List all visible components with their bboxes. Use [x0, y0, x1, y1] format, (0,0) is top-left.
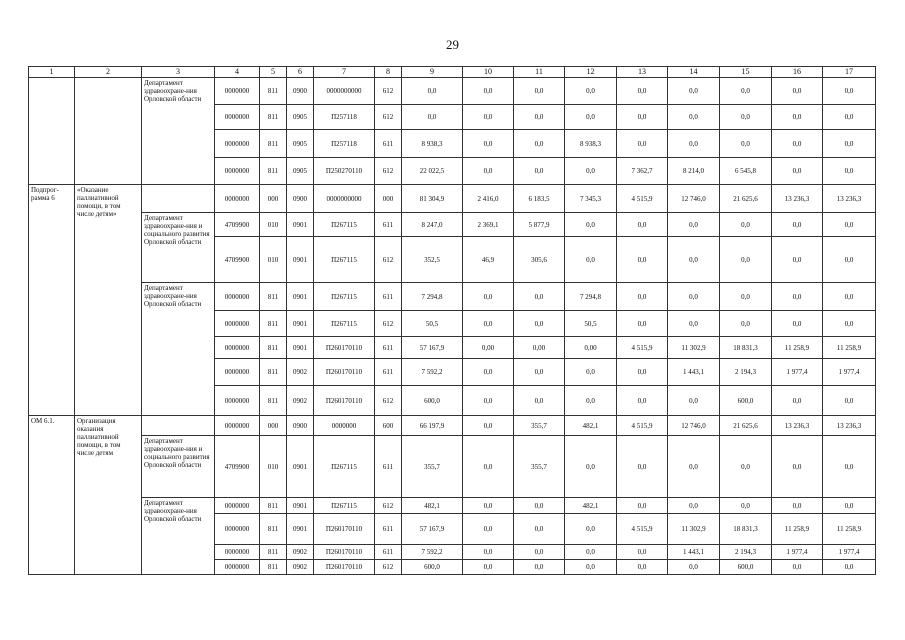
value-cell: П260170110 — [314, 337, 375, 359]
value-cell: 355,7 — [402, 436, 463, 498]
value-cell: 0,0 — [668, 498, 720, 514]
value-cell: 21 625,6 — [720, 185, 772, 213]
value-cell: 7 294,8 — [402, 283, 463, 311]
value-cell: 0901 — [287, 498, 314, 514]
value-cell: 21 625,6 — [720, 416, 772, 436]
value-cell: 811 — [260, 560, 287, 575]
value-cell: 4 515,9 — [617, 185, 668, 213]
table-row — [29, 498, 876, 514]
value-cell: 0901 — [287, 514, 314, 545]
value-cell: П257118 — [314, 130, 375, 158]
program-code-cell: ОМ 6.1. — [29, 416, 75, 575]
value-cell: 66 197,9 — [402, 416, 463, 436]
column-number-header: 3 — [142, 67, 215, 78]
value-cell: 0,0 — [668, 436, 720, 498]
value-cell: 0,0 — [823, 498, 876, 514]
column-number-header: 8 — [375, 67, 402, 78]
value-cell: 5 877,9 — [514, 213, 565, 237]
value-cell: 0905 — [287, 105, 314, 130]
value-cell: 0,0 — [402, 105, 463, 130]
value-cell: 0905 — [287, 158, 314, 185]
value-cell: 355,7 — [514, 436, 565, 498]
value-cell: 0,0 — [772, 105, 823, 130]
value-cell: 46,9 — [463, 237, 514, 283]
value-cell: 0,0 — [617, 311, 668, 337]
value-cell: 0,0 — [772, 311, 823, 337]
value-cell: 0,0 — [823, 130, 876, 158]
value-cell: 6 545,8 — [720, 158, 772, 185]
value-cell: 0,0 — [565, 436, 617, 498]
value-cell: 600,0 — [402, 560, 463, 575]
value-cell: 0000000 — [215, 311, 260, 337]
value-cell: 0000000 — [215, 386, 260, 416]
column-number-header: 7 — [314, 67, 375, 78]
column-number-header: 1 — [29, 67, 75, 78]
value-cell: 811 — [260, 158, 287, 185]
value-cell: 0,0 — [514, 158, 565, 185]
value-cell: 4 515,9 — [617, 337, 668, 359]
value-cell: 0,0 — [565, 514, 617, 545]
value-cell: 0,0 — [617, 130, 668, 158]
value-cell: 0,0 — [463, 311, 514, 337]
table-row — [29, 78, 876, 105]
value-cell: 0,0 — [463, 545, 514, 560]
value-cell: 13 236,3 — [823, 416, 876, 436]
value-cell: 57 167,9 — [402, 337, 463, 359]
value-cell: 8 938,3 — [565, 130, 617, 158]
value-cell: 11 302,9 — [668, 514, 720, 545]
value-cell: 0,0 — [617, 105, 668, 130]
value-cell: 22 022,5 — [402, 158, 463, 185]
value-cell: 0,0 — [463, 105, 514, 130]
value-cell: 611 — [375, 283, 402, 311]
value-cell: 0900 — [287, 416, 314, 436]
value-cell: П260170110 — [314, 359, 375, 386]
column-number-header: 4 — [215, 67, 260, 78]
value-cell: 482,1 — [565, 416, 617, 436]
value-cell: 0,0 — [823, 78, 876, 105]
value-cell: 0,0 — [668, 237, 720, 283]
value-cell: 4709900 — [215, 213, 260, 237]
value-cell: 0902 — [287, 545, 314, 560]
value-cell: 811 — [260, 78, 287, 105]
value-cell: 7 362,7 — [617, 158, 668, 185]
value-cell: 0,0 — [463, 416, 514, 436]
column-number-header: 14 — [668, 67, 720, 78]
value-cell: 0,0 — [720, 213, 772, 237]
value-cell: 0,0 — [402, 78, 463, 105]
value-cell: 0,0 — [668, 78, 720, 105]
value-cell: 0902 — [287, 359, 314, 386]
value-cell: 1 977,4 — [772, 359, 823, 386]
value-cell: 0,00 — [565, 337, 617, 359]
value-cell: П250270110 — [314, 158, 375, 185]
value-cell: 811 — [260, 283, 287, 311]
executor-cell: Департамент здравоохране-ния Орловской области — [142, 283, 215, 416]
executor-cell: Департамент здравоохране-ния Орловской области — [142, 78, 215, 185]
column-number-header: 5 — [260, 67, 287, 78]
column-number-header: 13 — [617, 67, 668, 78]
value-cell: 0901 — [287, 213, 314, 237]
value-cell: П260170110 — [314, 386, 375, 416]
value-cell: 811 — [260, 359, 287, 386]
value-cell: 0,0 — [617, 436, 668, 498]
value-cell: 0,0 — [565, 213, 617, 237]
value-cell: 0901 — [287, 337, 314, 359]
column-number-header: 11 — [514, 67, 565, 78]
value-cell: 13 236,3 — [772, 416, 823, 436]
value-cell: 0,0 — [565, 78, 617, 105]
value-cell: 811 — [260, 130, 287, 158]
value-cell: 0,0 — [514, 514, 565, 545]
value-cell: 611 — [375, 337, 402, 359]
value-cell: 0,0 — [772, 436, 823, 498]
value-cell: 0901 — [287, 311, 314, 337]
value-cell: П260170110 — [314, 545, 375, 560]
value-cell: П267115 — [314, 311, 375, 337]
column-number-header: 6 — [287, 67, 314, 78]
value-cell: П267115 — [314, 436, 375, 498]
value-cell: 4 515,9 — [617, 514, 668, 545]
value-cell: 0905 — [287, 130, 314, 158]
value-cell: 0,0 — [514, 386, 565, 416]
value-cell: 0,0 — [514, 311, 565, 337]
value-cell: 611 — [375, 213, 402, 237]
value-cell: 0000000 — [215, 359, 260, 386]
value-cell: 612 — [375, 386, 402, 416]
value-cell: 0000000 — [215, 105, 260, 130]
value-cell: 0,0 — [514, 498, 565, 514]
value-cell: 1 977,4 — [823, 545, 876, 560]
value-cell: 1 443,1 — [668, 359, 720, 386]
value-cell: 0,0 — [617, 498, 668, 514]
column-number-header: 16 — [772, 67, 823, 78]
value-cell: 611 — [375, 514, 402, 545]
value-cell: 355,7 — [514, 416, 565, 436]
value-cell: 0,0 — [668, 105, 720, 130]
value-cell: 8 214,0 — [668, 158, 720, 185]
value-cell: 600 — [375, 416, 402, 436]
value-cell: 0000000 — [215, 498, 260, 514]
value-cell: 0,0 — [823, 105, 876, 130]
executor-cell — [142, 416, 215, 436]
value-cell: 305,6 — [514, 237, 565, 283]
value-cell: 0,0 — [565, 237, 617, 283]
value-cell: 0900 — [287, 185, 314, 213]
value-cell: 010 — [260, 436, 287, 498]
value-cell: 0,0 — [617, 359, 668, 386]
page-number: 29 — [446, 37, 459, 52]
executor-cell: Департамент здравоохране-ния и социального развития Орловской области — [142, 213, 215, 283]
value-cell: 611 — [375, 130, 402, 158]
value-cell: 0000000000 — [314, 185, 375, 213]
value-cell: 0000000 — [215, 78, 260, 105]
value-cell: 000 — [260, 416, 287, 436]
value-cell: 2 194,3 — [720, 359, 772, 386]
value-cell: 482,1 — [565, 498, 617, 514]
value-cell: 0,0 — [720, 498, 772, 514]
value-cell: 0,0 — [565, 105, 617, 130]
value-cell: 0,0 — [514, 105, 565, 130]
value-cell: 18 831,3 — [720, 337, 772, 359]
value-cell: 0901 — [287, 436, 314, 498]
value-cell: 0,0 — [463, 498, 514, 514]
value-cell: 0,0 — [617, 237, 668, 283]
value-cell: 0,0 — [514, 130, 565, 158]
table-row — [29, 185, 876, 213]
value-cell: 611 — [375, 545, 402, 560]
table-row — [29, 283, 876, 311]
value-cell: 0,0 — [514, 545, 565, 560]
value-cell: 010 — [260, 237, 287, 283]
value-cell: 12 746,0 — [668, 185, 720, 213]
value-cell: 0,0 — [565, 359, 617, 386]
value-cell: 0,0 — [617, 386, 668, 416]
value-cell: 7 345,3 — [565, 185, 617, 213]
value-cell: 612 — [375, 78, 402, 105]
value-cell: 612 — [375, 560, 402, 575]
value-cell: 50,5 — [565, 311, 617, 337]
value-cell: 0,0 — [720, 436, 772, 498]
value-cell: П267115 — [314, 283, 375, 311]
value-cell: 0,0 — [772, 130, 823, 158]
value-cell: 7 294,8 — [565, 283, 617, 311]
program-name-cell: «Оказание паллиативной помощи, в том числе детям» — [75, 185, 142, 416]
value-cell: 0,0 — [463, 78, 514, 105]
value-cell: П267115 — [314, 498, 375, 514]
value-cell: 0,0 — [772, 78, 823, 105]
value-cell: 0,0 — [565, 386, 617, 416]
value-cell: 600,0 — [720, 560, 772, 575]
value-cell: 811 — [260, 311, 287, 337]
program-name-cell — [75, 78, 142, 185]
value-cell: 612 — [375, 237, 402, 283]
value-cell: 0000000000 — [314, 78, 375, 105]
value-cell: 13 236,3 — [772, 185, 823, 213]
value-cell: 0,0 — [463, 436, 514, 498]
value-cell: 0,0 — [514, 283, 565, 311]
value-cell: 18 831,3 — [720, 514, 772, 545]
value-cell: 0,0 — [463, 359, 514, 386]
value-cell: 0,0 — [565, 158, 617, 185]
value-cell: 0,0 — [617, 545, 668, 560]
value-cell: 0000000 — [215, 158, 260, 185]
value-cell: 0900 — [287, 78, 314, 105]
value-cell: П267115 — [314, 237, 375, 283]
value-cell: 0,0 — [823, 237, 876, 283]
value-cell: 0,0 — [617, 213, 668, 237]
value-cell: 0901 — [287, 237, 314, 283]
value-cell: 11 258,9 — [823, 514, 876, 545]
value-cell: 0,0 — [772, 498, 823, 514]
value-cell: 0000000 — [314, 416, 375, 436]
value-cell: 0,0 — [772, 560, 823, 575]
value-cell: 811 — [260, 498, 287, 514]
value-cell: 0,0 — [463, 514, 514, 545]
value-cell: 0902 — [287, 386, 314, 416]
value-cell: П267115 — [314, 213, 375, 237]
value-cell: 0,0 — [772, 237, 823, 283]
value-cell: 0,0 — [514, 359, 565, 386]
value-cell: 000 — [375, 185, 402, 213]
budget-table — [28, 66, 876, 575]
value-cell: 11 258,9 — [772, 514, 823, 545]
header-row — [29, 67, 876, 78]
value-cell: 0,0 — [720, 237, 772, 283]
value-cell: 0,0 — [720, 78, 772, 105]
value-cell: 0,0 — [772, 158, 823, 185]
value-cell: 0000000 — [215, 545, 260, 560]
value-cell: 611 — [375, 359, 402, 386]
value-cell: 0,0 — [668, 386, 720, 416]
value-cell: 612 — [375, 105, 402, 130]
column-number-header: 15 — [720, 67, 772, 78]
value-cell: 0,0 — [823, 386, 876, 416]
value-cell: 0,0 — [720, 105, 772, 130]
value-cell: 2 369,1 — [463, 213, 514, 237]
value-cell: 1 443,1 — [668, 545, 720, 560]
value-cell: 0901 — [287, 283, 314, 311]
value-cell: 0,0 — [720, 283, 772, 311]
value-cell: 0,0 — [823, 560, 876, 575]
value-cell: 0,0 — [720, 130, 772, 158]
value-cell: 0,0 — [617, 283, 668, 311]
value-cell: 0000000 — [215, 185, 260, 213]
value-cell: 1 977,4 — [823, 359, 876, 386]
table-row — [29, 416, 876, 436]
value-cell: 811 — [260, 545, 287, 560]
executor-cell: Департамент здравоохране-ния и социального развития Орловской области — [142, 436, 215, 498]
value-cell: 600,0 — [720, 386, 772, 416]
program-code-cell: Подпрог-рамма 6 — [29, 185, 75, 416]
value-cell: 7 592,2 — [402, 545, 463, 560]
value-cell: 81 304,9 — [402, 185, 463, 213]
value-cell: 0,0 — [514, 78, 565, 105]
value-cell: 0,0 — [668, 130, 720, 158]
value-cell: 612 — [375, 498, 402, 514]
value-cell: 0902 — [287, 560, 314, 575]
value-cell: 352,5 — [402, 237, 463, 283]
value-cell: 0,0 — [720, 311, 772, 337]
column-number-header: 10 — [463, 67, 514, 78]
value-cell: 0,0 — [463, 560, 514, 575]
column-number-header: 17 — [823, 67, 876, 78]
value-cell: 811 — [260, 337, 287, 359]
value-cell: 8 247,0 — [402, 213, 463, 237]
table-row — [29, 213, 876, 237]
value-cell: 612 — [375, 158, 402, 185]
value-cell: 0,0 — [463, 283, 514, 311]
value-cell: 2 416,0 — [463, 185, 514, 213]
value-cell: 50,5 — [402, 311, 463, 337]
executor-cell: Департамент здравоохране-ния Орловской области — [142, 498, 215, 575]
value-cell: 7 592,2 — [402, 359, 463, 386]
value-cell: 0,0 — [668, 283, 720, 311]
value-cell: 0,0 — [823, 283, 876, 311]
table-row — [29, 436, 876, 498]
value-cell: 0,00 — [463, 337, 514, 359]
table-body — [29, 67, 876, 575]
value-cell: 0,00 — [514, 337, 565, 359]
value-cell: 57 167,9 — [402, 514, 463, 545]
value-cell: 811 — [260, 514, 287, 545]
value-cell: 0,0 — [463, 130, 514, 158]
column-number-header: 2 — [75, 67, 142, 78]
value-cell: 0,0 — [668, 311, 720, 337]
value-cell: 0000000 — [215, 560, 260, 575]
value-cell: 12 746,0 — [668, 416, 720, 436]
value-cell: 8 938,3 — [402, 130, 463, 158]
value-cell: 0000000 — [215, 337, 260, 359]
value-cell: 1 977,4 — [772, 545, 823, 560]
executor-cell — [142, 185, 215, 213]
value-cell: 612 — [375, 311, 402, 337]
value-cell: П260170110 — [314, 560, 375, 575]
value-cell: 13 236,3 — [823, 185, 876, 213]
program-code-cell — [29, 78, 75, 185]
value-cell: 4 515,9 — [617, 416, 668, 436]
value-cell: 4709900 — [215, 237, 260, 283]
value-cell: 0,0 — [565, 545, 617, 560]
value-cell: 811 — [260, 105, 287, 130]
value-cell: 0,0 — [463, 386, 514, 416]
value-cell: 0,0 — [823, 213, 876, 237]
value-cell: 482,1 — [402, 498, 463, 514]
value-cell: 0,0 — [617, 78, 668, 105]
value-cell: 0,0 — [514, 560, 565, 575]
value-cell: 0000000 — [215, 514, 260, 545]
value-cell: 0,0 — [823, 436, 876, 498]
value-cell: 4709900 — [215, 436, 260, 498]
value-cell: 0000000 — [215, 130, 260, 158]
value-cell: 000 — [260, 185, 287, 213]
value-cell: 0000000 — [215, 283, 260, 311]
value-cell: 0,0 — [463, 158, 514, 185]
value-cell: 0,0 — [668, 213, 720, 237]
value-cell: 0,0 — [823, 311, 876, 337]
value-cell: 6 183,5 — [514, 185, 565, 213]
value-cell: 611 — [375, 436, 402, 498]
value-cell: 010 — [260, 213, 287, 237]
value-cell: 0,0 — [772, 213, 823, 237]
value-cell: 0,0 — [617, 560, 668, 575]
value-cell: 0,0 — [823, 158, 876, 185]
value-cell: П260170110 — [314, 514, 375, 545]
value-cell: 0,0 — [772, 283, 823, 311]
value-cell: 2 194,3 — [720, 545, 772, 560]
value-cell: П257118 — [314, 105, 375, 130]
value-cell: 11 258,9 — [823, 337, 876, 359]
program-name-cell: Организация оказания паллиативной помощи, в том числе детям — [75, 416, 142, 575]
value-cell: 11 302,9 — [668, 337, 720, 359]
value-cell: 0,0 — [565, 560, 617, 575]
column-number-header: 12 — [565, 67, 617, 78]
value-cell: 0,0 — [668, 560, 720, 575]
value-cell: 11 258,9 — [772, 337, 823, 359]
value-cell: 600,0 — [402, 386, 463, 416]
value-cell: 0000000 — [215, 416, 260, 436]
value-cell: 811 — [260, 386, 287, 416]
value-cell: 0,0 — [772, 386, 823, 416]
column-number-header: 9 — [402, 67, 463, 78]
